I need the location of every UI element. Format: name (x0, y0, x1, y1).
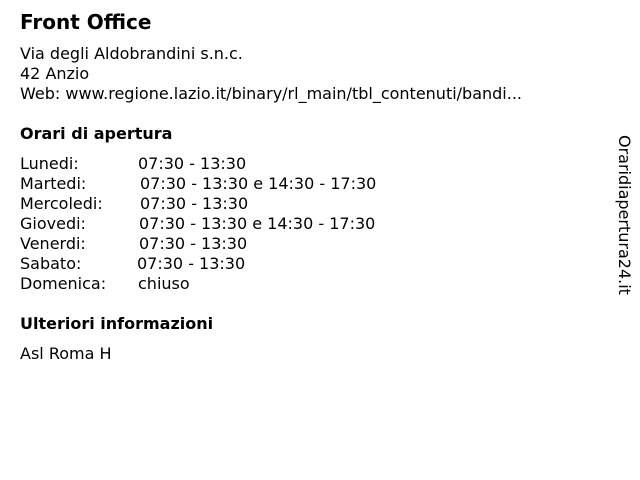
more-info-heading: Ulteriori informazioni (20, 314, 214, 333)
time-value: chiuso (138, 274, 190, 293)
opening-hours-heading: Orari di apertura (20, 124, 173, 143)
time-value: 07:30 - 13:30 (137, 254, 246, 273)
address-block (20, 44, 522, 104)
day-label: Mercoledi: (20, 194, 103, 213)
day-label: Sabato: (20, 254, 82, 273)
time-value: 07:30 - 13:30 e 14:30 - 17:30 (140, 174, 377, 193)
time-value: 07:30 - 13:30 e 14:30 - 17:30 (139, 214, 376, 233)
street-address: Via degli Aldobrandini s.n.c. (20, 44, 243, 63)
day-label: Martedi: (20, 174, 87, 193)
day-label: Domenica: (20, 274, 107, 293)
watermark: Oraridiapertura24.it (615, 135, 634, 295)
day-label: Venerdi: (20, 234, 86, 253)
more-info-text: Asl Roma H (20, 344, 112, 363)
time-value: 07:30 - 13:30 (138, 154, 247, 173)
time-value: 07:30 - 13:30 (139, 234, 248, 253)
day-label: Lunedi: (20, 154, 79, 173)
day-label: Giovedi: (20, 214, 86, 233)
time-value: 07:30 - 13:30 (140, 194, 249, 213)
page-title: Front Office (20, 10, 152, 34)
website: Web: www.regione.lazio.it/binary/rl_main/tbl_contenuti/bandi... (20, 84, 523, 103)
city: 42 Anzio (20, 64, 90, 83)
